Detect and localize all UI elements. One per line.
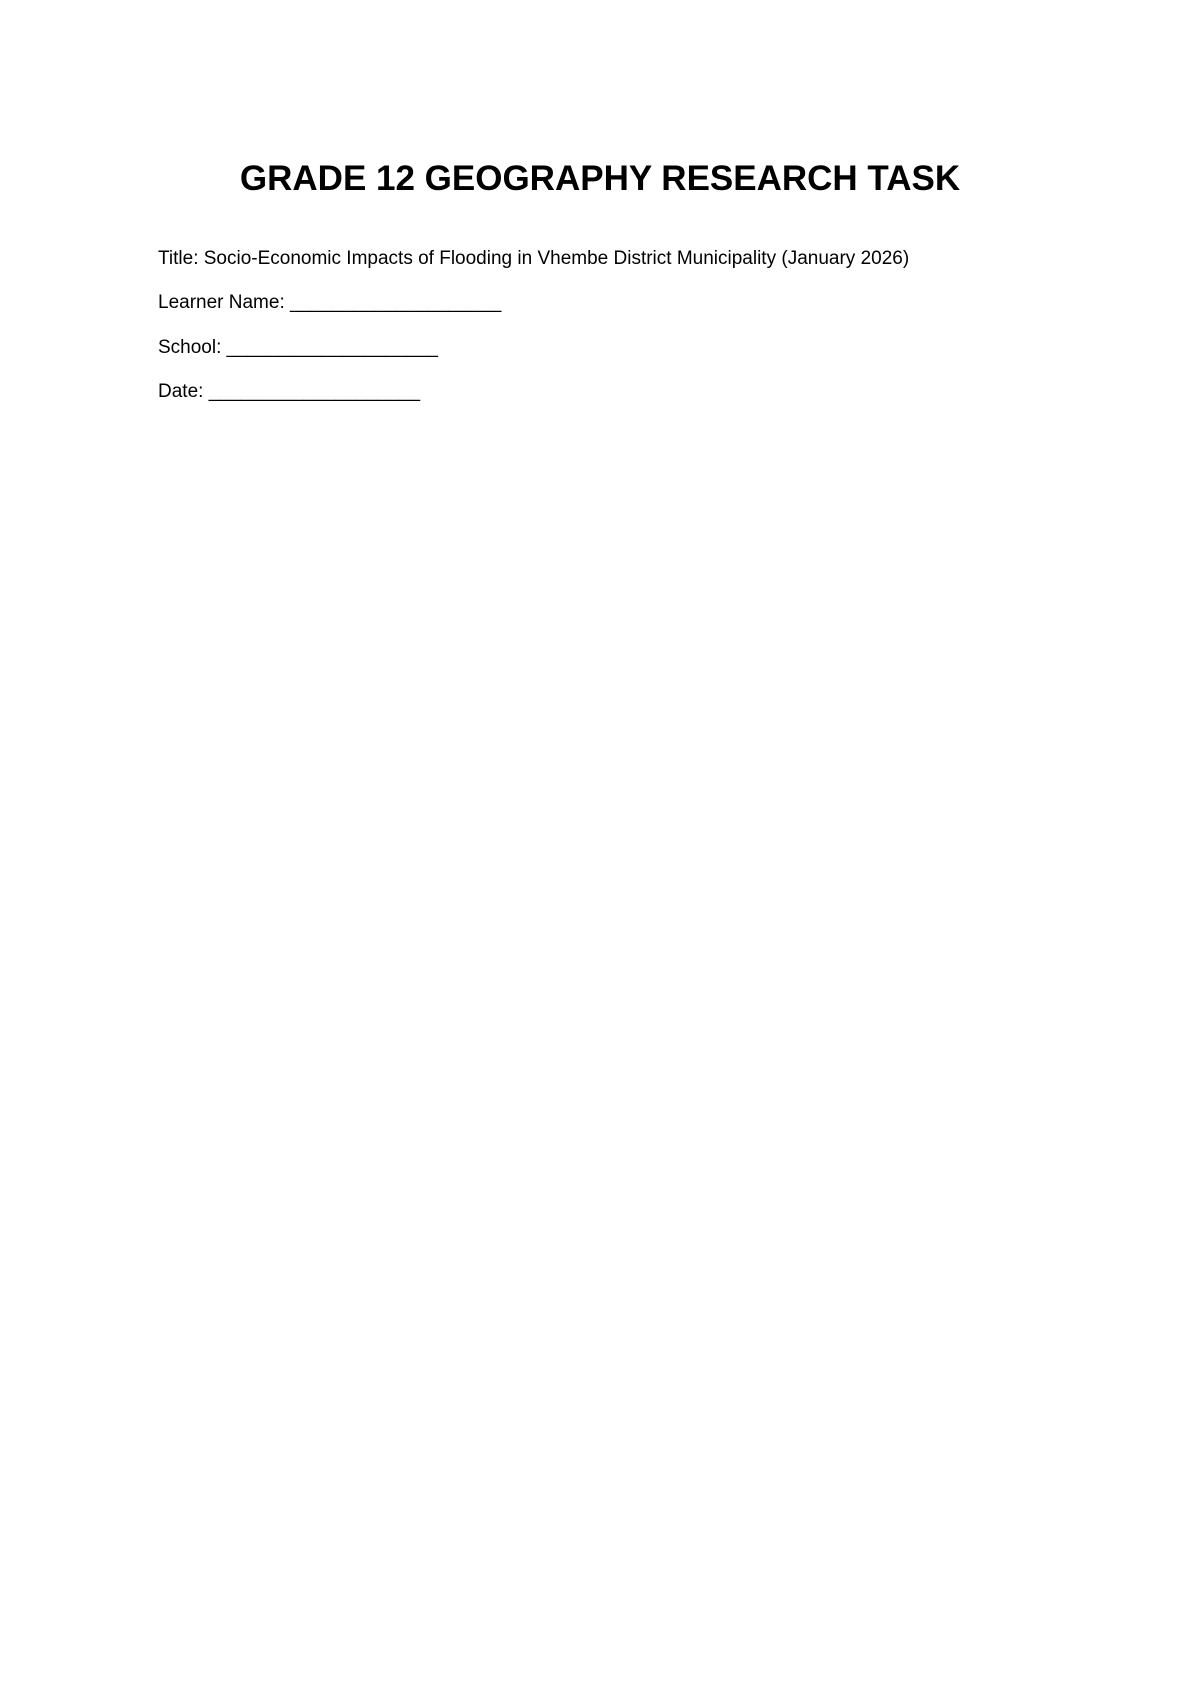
school-blank: ____________________ [226,337,438,358]
learner-name-blank: ____________________ [290,292,502,313]
learner-name-label: Learner Name: [158,292,285,313]
school-field [158,336,438,360]
date-blank: ____________________ [208,381,421,402]
school-label: School: [158,337,222,358]
date-field [158,380,420,404]
document-heading: GRADE 12 GEOGRAPHY RESEARCH TASK [239,159,961,198]
learner-name-field [158,291,501,315]
research-title-line: Title: Socio-Economic Impacts of Flooding in Vhembe District Municipality (January 2026) [158,248,910,269]
date-label: Date: [158,381,204,402]
